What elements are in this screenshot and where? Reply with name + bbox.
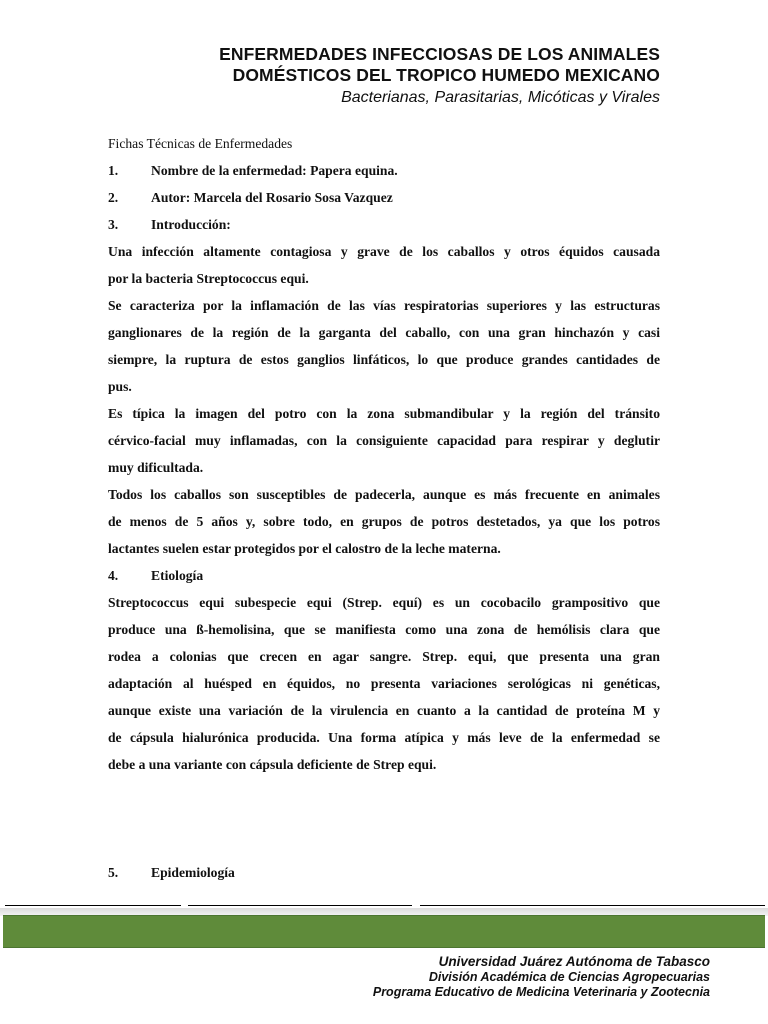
- intro-line: por la bacteria Streptococcus equi.: [108, 271, 309, 286]
- etiology-line: debe a una variante con cápsula deficiente de Strep equi.: [108, 757, 437, 772]
- list-item-3: [108, 211, 660, 238]
- footer-division: División Académica de Ciencias Agropecuarias: [428, 970, 710, 984]
- list-number: 2.: [108, 190, 119, 205]
- list-number: 5.: [108, 865, 119, 880]
- footer-rule: [5, 905, 181, 906]
- intro-line: Es típica la imagen del potro con la zona submandibular y la región del tránsito: [108, 406, 660, 421]
- etiology-line: produce una ß-hemolisina, que se manifiesta como una zona de hemólisis clara que: [108, 622, 660, 637]
- list-item-2: [108, 184, 660, 211]
- header-title-line2: DOMÉSTICOS DEL TROPICO HUMEDO MEXICANO: [232, 65, 660, 85]
- document-body: [108, 130, 660, 886]
- intro-line: ganglionares de la región de la garganta del caballo, con una gran hinchazón y casi: [108, 325, 660, 340]
- list-text: Autor: Marcela del Rosario Sosa Vazquez: [151, 190, 393, 205]
- list-number: 3.: [108, 217, 119, 232]
- intro-line: Todos los caballos son susceptibles de padecerla, aunque es más frecuente en animales: [108, 487, 660, 502]
- spacer: [108, 778, 660, 859]
- intro-line: de menos de 5 años y, sobre todo, en grupos de potros destetados, ya que los potros: [108, 514, 660, 529]
- list-number: 4.: [108, 568, 119, 583]
- intro-line: lactantes suelen estar protegidos por el calostro de la leche materna.: [108, 541, 501, 556]
- intro-line: siempre, la ruptura de estos ganglios linfáticos, lo que produce grandes cantidades de: [108, 352, 660, 367]
- list-number: 1.: [108, 163, 119, 178]
- list-item-1: [108, 157, 660, 184]
- list-text: Introducción:: [151, 217, 231, 232]
- header-subtitle: Bacterianas, Parasitarias, Micóticas y Virales: [341, 89, 660, 106]
- footer-green-band: [3, 915, 765, 948]
- document-footer: [373, 954, 710, 1000]
- footer-program: Programa Educativo de Medicina Veterinaria y Zootecnia: [372, 985, 710, 999]
- intro-line: cérvico-facial muy inflamadas, con la consiguiente capacidad para respirar y deglutir: [108, 433, 660, 448]
- document-header: [219, 44, 660, 109]
- header-title-line1: ENFERMEDADES INFECCIOSAS DE LOS ANIMALES: [219, 44, 660, 64]
- list-item-4: [108, 562, 660, 589]
- footer-rule: [420, 905, 765, 906]
- footer-rule: [188, 905, 412, 906]
- intro-line: muy dificultada.: [108, 460, 204, 475]
- etiology-line: Streptococcus equi subespecie equi (Strep. equí) es un cocobacilo grampositivo que: [108, 595, 660, 610]
- intro-line: Una infección altamente contagiosa y grave de los caballos y otros équidos causada: [108, 244, 660, 259]
- intro-line: Se caracteriza por la inflamación de las vías respiratorias superiores y las estructuras: [108, 298, 660, 313]
- etiology-line: adaptación al huésped en équidos, no presenta variaciones serológicas ni genéticas,: [108, 676, 660, 691]
- footer-university: Universidad Juárez Autónoma de Tabasco: [438, 954, 710, 969]
- etiology-line: aunque existe una variación de la virulencia en cuanto a la cantidad de proteína M y: [108, 703, 660, 718]
- etiology-line: de cápsula hialurónica producida. Una forma atípica y más leve de la enfermedad se: [108, 730, 660, 745]
- intro-line: pus.: [108, 379, 132, 394]
- section-title: Fichas Técnicas de Enfermedades: [108, 136, 293, 151]
- list-text: Etiología: [151, 568, 204, 583]
- list-text: Epidemiología: [151, 865, 235, 880]
- etiology-line: rodea a colonias que crecen en agar sangre. Strep. equi, que presenta una gran: [108, 649, 660, 664]
- list-item-5: [108, 859, 660, 886]
- list-text: Nombre de la enfermedad: Papera equina.: [151, 163, 398, 178]
